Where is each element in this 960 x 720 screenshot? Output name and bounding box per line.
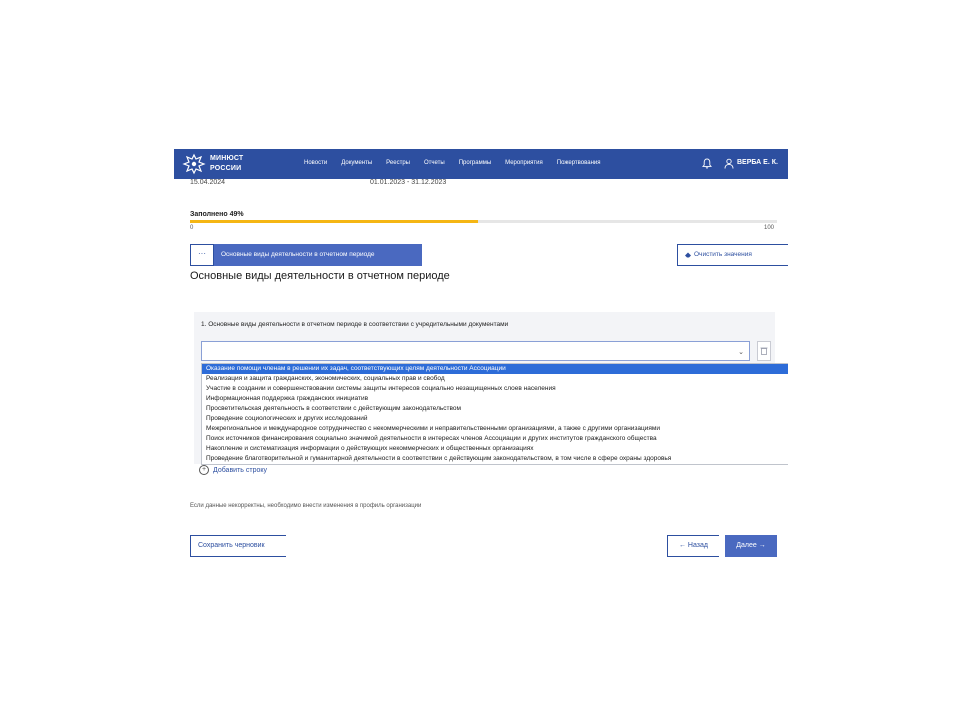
add-row-button[interactable] — [199, 465, 267, 475]
plus-icon: + — [199, 465, 209, 475]
activity-dropdown-list — [201, 363, 788, 465]
dropdown-option[interactable]: Оказание помощи членам в решении их задач, соответствующих целям деятельности Ассоциации — [202, 364, 788, 374]
bell-icon[interactable] — [702, 158, 712, 169]
dropdown-option[interactable]: Проведение социологических и других исследований — [206, 415, 368, 422]
nav-item-reports[interactable]: Отчеты — [423, 160, 445, 166]
section-title: Основные виды деятельности в отчетном периоде — [190, 270, 450, 282]
dropdown-option[interactable]: Межрегиональное и международное сотрудничество с некоммерческими и неправительственными организациями, а также с другими организациями — [206, 425, 660, 432]
dropdown-option[interactable]: Информационная поддержка гражданских инициатив — [206, 395, 369, 402]
activity-select[interactable] — [201, 341, 750, 361]
ministry-emblem-icon — [182, 153, 206, 175]
next-button[interactable]: Далее → — [725, 535, 777, 557]
dropdown-option[interactable]: Поиск источников финансирования социально значимой деятельности в интересах членов Ассоциации и других институтов гражданского общества — [206, 435, 657, 442]
dropdown-option[interactable]: Проведение благотворительной и гуманитарной деятельности в соответствии с действующим законодательством, в том числе в сфере охраны здоровья — [206, 455, 672, 462]
report-dates-row — [174, 179, 788, 189]
progress-bar — [190, 220, 777, 223]
nav-item-registries[interactable]: Реестры — [386, 160, 410, 166]
profile-note: Если данные некорректны, необходимо внести изменения в профиль организации — [190, 503, 422, 509]
trash-icon — [758, 342, 770, 360]
brand-line-2: РОССИИ — [210, 165, 242, 172]
reporting-period: 01.01.2023 - 31.12.2023 — [370, 179, 447, 186]
username[interactable]: ВЕРБА Е. К. — [737, 159, 778, 166]
chevron-down-icon[interactable]: ⌄ — [738, 349, 744, 356]
back-button[interactable]: ← Назад — [667, 535, 719, 557]
main-nav — [304, 160, 615, 166]
current-step-tab[interactable]: Основные виды деятельности в отчетном периоде — [214, 244, 422, 266]
nav-item-events[interactable]: Мероприятия — [505, 160, 543, 166]
submission-date: 15.04.2024 — [190, 179, 226, 186]
clear-values-label: Очистить значения — [694, 251, 752, 258]
dropdown-option[interactable]: Накопление и систематизация информации о действующих некоммерческих и общественных организациях — [206, 445, 534, 452]
more-steps-button[interactable]: ··· — [190, 244, 214, 266]
question-label: 1. Основные виды деятельности в отчетном периоде в соответствии с учредительными документами — [201, 321, 509, 328]
progress-min: 0 — [190, 225, 194, 231]
eraser-icon — [684, 251, 692, 258]
progress-label: Заполнено 49% — [190, 211, 244, 218]
save-draft-button[interactable]: Сохранить черновик — [190, 535, 286, 557]
user-icon[interactable] — [724, 158, 734, 169]
nav-item-documents[interactable]: Документы — [341, 160, 373, 166]
add-row-label: Добавить строку — [213, 466, 268, 474]
dropdown-option[interactable]: Просветительская деятельность в соответствии с действующим законодательством — [206, 405, 461, 412]
app-window — [174, 149, 788, 569]
brand-line-1: МИНЮСТ — [210, 155, 244, 162]
dropdown-option[interactable]: Реализация и защита гражданских, экономических, социальных прав и свобод — [206, 375, 445, 382]
nav-item-news[interactable]: Новости — [304, 160, 328, 166]
top-navigation-bar — [174, 149, 788, 179]
dropdown-option[interactable]: Участие в создании и совершенствовании системы защиты интересов социально незащищенных слоев населения — [206, 385, 556, 392]
nav-item-programs[interactable]: Программы — [458, 160, 492, 166]
brand-name[interactable] — [210, 154, 243, 174]
nav-item-donations[interactable]: Пожертвования — [556, 160, 601, 166]
delete-row-button[interactable] — [757, 341, 771, 361]
clear-values-button[interactable] — [677, 244, 788, 266]
progress-bar-fill — [190, 220, 478, 223]
progress-max: 100 — [764, 225, 775, 231]
